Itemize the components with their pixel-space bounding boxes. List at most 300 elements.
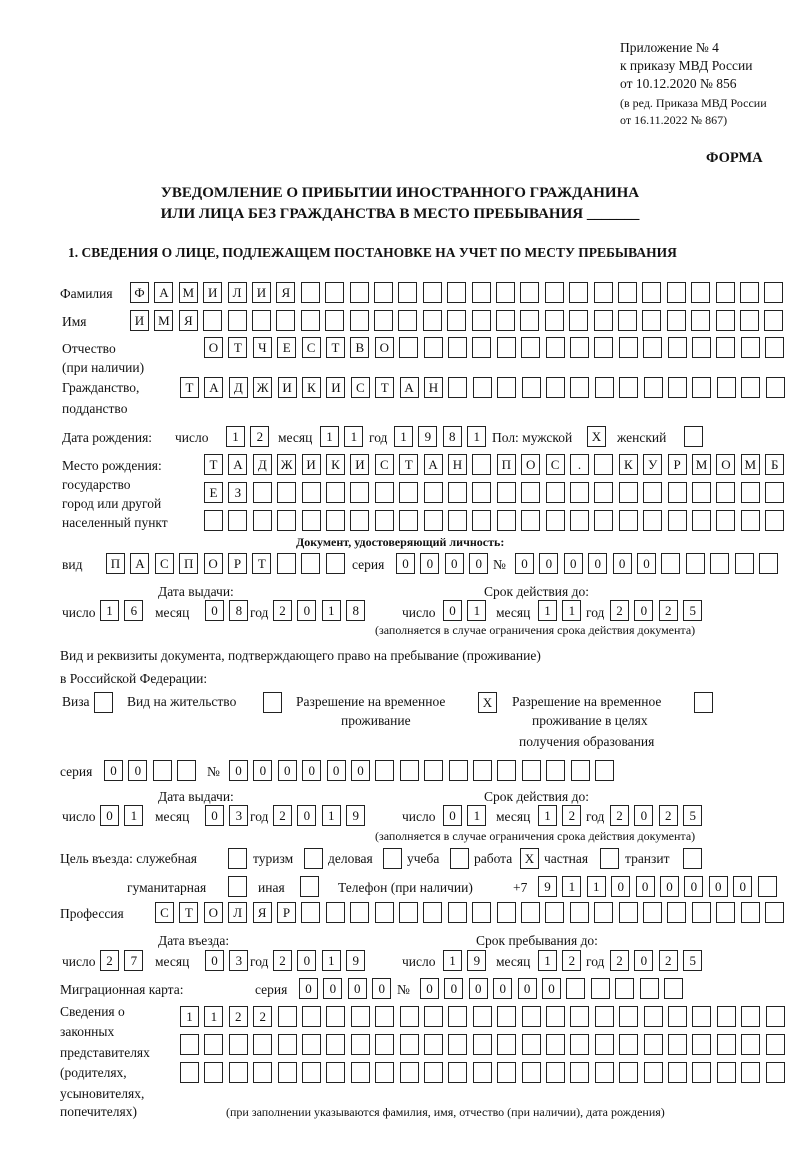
char-cell[interactable]: [618, 282, 637, 303]
char-cell[interactable]: 2: [659, 805, 678, 826]
char-cell[interactable]: [668, 377, 687, 398]
char-cell[interactable]: [741, 1034, 760, 1055]
char-cell[interactable]: [643, 902, 662, 923]
char-cell[interactable]: 1: [180, 1006, 199, 1027]
char-cell[interactable]: [472, 482, 491, 503]
char-cell[interactable]: О: [204, 337, 223, 358]
char-cell[interactable]: З: [228, 482, 247, 503]
checkbox-cell[interactable]: [94, 692, 113, 713]
char-cell[interactable]: 0: [469, 978, 488, 999]
char-cell[interactable]: 0: [420, 553, 439, 574]
char-cell[interactable]: А: [424, 454, 443, 475]
char-cell[interactable]: [594, 454, 613, 475]
char-cell[interactable]: [326, 902, 345, 923]
char-cell[interactable]: [619, 902, 638, 923]
char-cell[interactable]: 2: [610, 950, 629, 971]
char-cell[interactable]: [351, 1034, 370, 1055]
char-cell[interactable]: [448, 902, 467, 923]
char-cell[interactable]: [302, 510, 321, 531]
char-cell[interactable]: [497, 760, 516, 781]
char-cell[interactable]: 2: [610, 600, 629, 621]
char-cell[interactable]: .: [570, 454, 589, 475]
char-cell[interactable]: [497, 377, 516, 398]
char-cell[interactable]: [424, 760, 443, 781]
char-cell[interactable]: [326, 553, 345, 574]
char-cell[interactable]: 1: [538, 600, 557, 621]
checkbox-cell[interactable]: [304, 848, 323, 869]
char-cell[interactable]: [448, 337, 467, 358]
char-cell[interactable]: 0: [351, 760, 370, 781]
char-cell[interactable]: [741, 377, 760, 398]
char-cell[interactable]: Т: [179, 902, 198, 923]
char-cell[interactable]: [277, 510, 296, 531]
char-cell[interactable]: [545, 310, 564, 331]
char-cell[interactable]: [473, 377, 492, 398]
char-cell[interactable]: [400, 1062, 419, 1083]
char-cell[interactable]: [570, 337, 589, 358]
char-cell[interactable]: [668, 510, 687, 531]
char-cell[interactable]: Н: [448, 454, 467, 475]
char-cell[interactable]: П: [106, 553, 125, 574]
char-cell[interactable]: [692, 1034, 711, 1055]
char-cell[interactable]: [399, 482, 418, 503]
char-cell[interactable]: [765, 510, 784, 531]
char-cell[interactable]: Р: [277, 902, 296, 923]
char-cell[interactable]: [595, 760, 614, 781]
char-cell[interactable]: [741, 1006, 760, 1027]
char-cell[interactable]: [619, 377, 638, 398]
char-cell[interactable]: [472, 310, 491, 331]
char-cell[interactable]: 0: [660, 876, 679, 897]
char-cell[interactable]: 7: [124, 950, 143, 971]
char-cell[interactable]: О: [204, 902, 223, 923]
char-cell[interactable]: [472, 902, 491, 923]
char-cell[interactable]: К: [302, 377, 321, 398]
char-cell[interactable]: [717, 1034, 736, 1055]
char-cell[interactable]: 0: [515, 553, 534, 574]
char-cell[interactable]: [253, 1062, 272, 1083]
char-cell[interactable]: [522, 760, 541, 781]
char-cell[interactable]: [619, 510, 638, 531]
checkbox-cell[interactable]: [300, 876, 319, 897]
char-cell[interactable]: [398, 282, 417, 303]
char-cell[interactable]: 0: [297, 805, 316, 826]
char-cell[interactable]: [447, 282, 466, 303]
char-cell[interactable]: 1: [538, 950, 557, 971]
char-cell[interactable]: 1: [587, 876, 606, 897]
char-cell[interactable]: Р: [228, 553, 247, 574]
char-cell[interactable]: И: [326, 377, 345, 398]
char-cell[interactable]: [717, 1006, 736, 1027]
char-cell[interactable]: [153, 760, 172, 781]
char-cell[interactable]: [615, 978, 634, 999]
char-cell[interactable]: [278, 1062, 297, 1083]
char-cell[interactable]: 0: [493, 978, 512, 999]
char-cell[interactable]: [619, 482, 638, 503]
char-cell[interactable]: [643, 510, 662, 531]
char-cell[interactable]: [496, 282, 515, 303]
char-cell[interactable]: А: [400, 377, 419, 398]
char-cell[interactable]: Т: [326, 337, 345, 358]
char-cell[interactable]: 0: [518, 978, 537, 999]
char-cell[interactable]: 0: [420, 978, 439, 999]
char-cell[interactable]: 2: [610, 805, 629, 826]
char-cell[interactable]: [473, 760, 492, 781]
char-cell[interactable]: [741, 1062, 760, 1083]
char-cell[interactable]: Р: [668, 454, 687, 475]
char-cell[interactable]: [595, 1034, 614, 1055]
char-cell[interactable]: [424, 1034, 443, 1055]
char-cell[interactable]: [496, 310, 515, 331]
char-cell[interactable]: 9: [346, 805, 365, 826]
char-cell[interactable]: [644, 1034, 663, 1055]
char-cell[interactable]: 1: [344, 426, 363, 447]
char-cell[interactable]: [740, 310, 759, 331]
char-cell[interactable]: 2: [562, 950, 581, 971]
char-cell[interactable]: М: [154, 310, 173, 331]
char-cell[interactable]: 0: [684, 876, 703, 897]
char-cell[interactable]: В: [350, 337, 369, 358]
char-cell[interactable]: [350, 902, 369, 923]
char-cell[interactable]: [400, 1006, 419, 1027]
char-cell[interactable]: [619, 337, 638, 358]
char-cell[interactable]: 0: [372, 978, 391, 999]
char-cell[interactable]: 0: [348, 978, 367, 999]
char-cell[interactable]: Ч: [253, 337, 272, 358]
char-cell[interactable]: [710, 553, 729, 574]
char-cell[interactable]: [595, 377, 614, 398]
char-cell[interactable]: [546, 1062, 565, 1083]
char-cell[interactable]: 9: [538, 876, 557, 897]
char-cell[interactable]: [570, 1006, 589, 1027]
char-cell[interactable]: [449, 760, 468, 781]
char-cell[interactable]: [643, 337, 662, 358]
char-cell[interactable]: 1: [320, 426, 339, 447]
char-cell[interactable]: 2: [659, 950, 678, 971]
char-cell[interactable]: [326, 1062, 345, 1083]
char-cell[interactable]: [350, 482, 369, 503]
char-cell[interactable]: И: [302, 454, 321, 475]
checkbox-cell[interactable]: [263, 692, 282, 713]
char-cell[interactable]: [253, 510, 272, 531]
checkbox-cell[interactable]: X: [520, 848, 539, 869]
char-cell[interactable]: [740, 282, 759, 303]
char-cell[interactable]: [594, 337, 613, 358]
char-cell[interactable]: 0: [327, 760, 346, 781]
char-cell[interactable]: [448, 1062, 467, 1083]
char-cell[interactable]: 0: [539, 553, 558, 574]
char-cell[interactable]: [424, 482, 443, 503]
char-cell[interactable]: [766, 1034, 785, 1055]
char-cell[interactable]: 0: [323, 978, 342, 999]
char-cell[interactable]: 2: [273, 805, 292, 826]
char-cell[interactable]: [570, 377, 589, 398]
char-cell[interactable]: [741, 510, 760, 531]
char-cell[interactable]: 1: [467, 805, 486, 826]
char-cell[interactable]: [618, 310, 637, 331]
char-cell[interactable]: [473, 1062, 492, 1083]
char-cell[interactable]: 5: [683, 600, 702, 621]
char-cell[interactable]: [204, 510, 223, 531]
char-cell[interactable]: 0: [443, 600, 462, 621]
char-cell[interactable]: 0: [613, 553, 632, 574]
char-cell[interactable]: А: [204, 377, 223, 398]
char-cell[interactable]: И: [130, 310, 149, 331]
char-cell[interactable]: Т: [252, 553, 271, 574]
char-cell[interactable]: 1: [562, 876, 581, 897]
char-cell[interactable]: [473, 1034, 492, 1055]
char-cell[interactable]: [619, 1034, 638, 1055]
char-cell[interactable]: [229, 1034, 248, 1055]
char-cell[interactable]: 0: [302, 760, 321, 781]
char-cell[interactable]: [497, 1034, 516, 1055]
char-cell[interactable]: О: [204, 553, 223, 574]
char-cell[interactable]: [326, 482, 345, 503]
char-cell[interactable]: [399, 337, 418, 358]
char-cell[interactable]: [375, 482, 394, 503]
char-cell[interactable]: 0: [469, 553, 488, 574]
char-cell[interactable]: [302, 482, 321, 503]
char-cell[interactable]: [570, 510, 589, 531]
char-cell[interactable]: [546, 760, 565, 781]
char-cell[interactable]: 1: [226, 426, 245, 447]
char-cell[interactable]: [594, 310, 613, 331]
char-cell[interactable]: [253, 1034, 272, 1055]
char-cell[interactable]: [520, 282, 539, 303]
char-cell[interactable]: Ж: [277, 454, 296, 475]
char-cell[interactable]: [546, 510, 565, 531]
char-cell[interactable]: 0: [297, 950, 316, 971]
char-cell[interactable]: [758, 876, 777, 897]
char-cell[interactable]: [326, 1006, 345, 1027]
char-cell[interactable]: [472, 337, 491, 358]
char-cell[interactable]: [668, 1006, 687, 1027]
char-cell[interactable]: [692, 337, 711, 358]
char-cell[interactable]: 1: [124, 805, 143, 826]
char-cell[interactable]: [399, 902, 418, 923]
char-cell[interactable]: 9: [418, 426, 437, 447]
char-cell[interactable]: [302, 1006, 321, 1027]
char-cell[interactable]: [278, 1034, 297, 1055]
char-cell[interactable]: [423, 282, 442, 303]
char-cell[interactable]: [424, 337, 443, 358]
char-cell[interactable]: А: [154, 282, 173, 303]
char-cell[interactable]: [741, 902, 760, 923]
char-cell[interactable]: [204, 1062, 223, 1083]
char-cell[interactable]: Л: [228, 902, 247, 923]
char-cell[interactable]: 0: [445, 553, 464, 574]
checkbox-cell[interactable]: [600, 848, 619, 869]
char-cell[interactable]: [424, 1006, 443, 1027]
char-cell[interactable]: [667, 282, 686, 303]
char-cell[interactable]: 0: [229, 760, 248, 781]
char-cell[interactable]: [521, 482, 540, 503]
checkbox-cell[interactable]: [228, 848, 247, 869]
char-cell[interactable]: С: [375, 454, 394, 475]
char-cell[interactable]: И: [203, 282, 222, 303]
char-cell[interactable]: 2: [273, 600, 292, 621]
char-cell[interactable]: [521, 902, 540, 923]
char-cell[interactable]: [643, 482, 662, 503]
char-cell[interactable]: Л: [228, 282, 247, 303]
char-cell[interactable]: [766, 377, 785, 398]
char-cell[interactable]: [302, 1034, 321, 1055]
char-cell[interactable]: [375, 902, 394, 923]
char-cell[interactable]: 5: [683, 950, 702, 971]
char-cell[interactable]: [759, 553, 778, 574]
char-cell[interactable]: [642, 282, 661, 303]
char-cell[interactable]: [667, 310, 686, 331]
char-cell[interactable]: 2: [659, 600, 678, 621]
char-cell[interactable]: [668, 1062, 687, 1083]
char-cell[interactable]: [497, 337, 516, 358]
char-cell[interactable]: [640, 978, 659, 999]
char-cell[interactable]: [716, 282, 735, 303]
char-cell[interactable]: [522, 1034, 541, 1055]
char-cell[interactable]: [692, 377, 711, 398]
char-cell[interactable]: 0: [100, 805, 119, 826]
char-cell[interactable]: 0: [297, 600, 316, 621]
char-cell[interactable]: Я: [276, 282, 295, 303]
char-cell[interactable]: К: [619, 454, 638, 475]
char-cell[interactable]: [692, 902, 711, 923]
char-cell[interactable]: 0: [253, 760, 272, 781]
char-cell[interactable]: [400, 760, 419, 781]
char-cell[interactable]: 1: [467, 600, 486, 621]
char-cell[interactable]: [741, 337, 760, 358]
char-cell[interactable]: А: [228, 454, 247, 475]
char-cell[interactable]: [472, 510, 491, 531]
char-cell[interactable]: 0: [611, 876, 630, 897]
char-cell[interactable]: [642, 310, 661, 331]
char-cell[interactable]: [253, 482, 272, 503]
char-cell[interactable]: [570, 902, 589, 923]
char-cell[interactable]: [570, 1062, 589, 1083]
char-cell[interactable]: [692, 1006, 711, 1027]
char-cell[interactable]: [497, 1006, 516, 1027]
char-cell[interactable]: [350, 510, 369, 531]
char-cell[interactable]: [686, 553, 705, 574]
checkbox-cell[interactable]: X: [478, 692, 497, 713]
checkbox-cell[interactable]: [228, 876, 247, 897]
checkbox-cell[interactable]: [694, 692, 713, 713]
char-cell[interactable]: Т: [204, 454, 223, 475]
char-cell[interactable]: [667, 902, 686, 923]
char-cell[interactable]: 1: [322, 805, 341, 826]
char-cell[interactable]: [520, 310, 539, 331]
char-cell[interactable]: 0: [637, 553, 656, 574]
char-cell[interactable]: [741, 482, 760, 503]
char-cell[interactable]: [350, 310, 369, 331]
char-cell[interactable]: С: [155, 553, 174, 574]
char-cell[interactable]: [644, 377, 663, 398]
char-cell[interactable]: [399, 510, 418, 531]
char-cell[interactable]: [566, 978, 585, 999]
char-cell[interactable]: Я: [253, 902, 272, 923]
char-cell[interactable]: [594, 482, 613, 503]
char-cell[interactable]: 3: [229, 805, 248, 826]
char-cell[interactable]: 9: [467, 950, 486, 971]
char-cell[interactable]: [398, 310, 417, 331]
char-cell[interactable]: П: [179, 553, 198, 574]
char-cell[interactable]: [302, 1062, 321, 1083]
char-cell[interactable]: 1: [322, 600, 341, 621]
char-cell[interactable]: Н: [424, 377, 443, 398]
char-cell[interactable]: 1: [538, 805, 557, 826]
char-cell[interactable]: С: [546, 454, 565, 475]
char-cell[interactable]: И: [278, 377, 297, 398]
char-cell[interactable]: [228, 510, 247, 531]
char-cell[interactable]: [569, 310, 588, 331]
char-cell[interactable]: 0: [542, 978, 561, 999]
char-cell[interactable]: О: [716, 454, 735, 475]
char-cell[interactable]: 8: [443, 426, 462, 447]
char-cell[interactable]: [644, 1062, 663, 1083]
char-cell[interactable]: Е: [204, 482, 223, 503]
char-cell[interactable]: [350, 282, 369, 303]
char-cell[interactable]: [594, 902, 613, 923]
char-cell[interactable]: [735, 553, 754, 574]
char-cell[interactable]: 0: [128, 760, 147, 781]
char-cell[interactable]: [546, 1034, 565, 1055]
char-cell[interactable]: [448, 510, 467, 531]
char-cell[interactable]: 0: [205, 600, 224, 621]
char-cell[interactable]: [375, 1062, 394, 1083]
char-cell[interactable]: [668, 1034, 687, 1055]
char-cell[interactable]: 1: [322, 950, 341, 971]
char-cell[interactable]: [325, 282, 344, 303]
char-cell[interactable]: [351, 1006, 370, 1027]
char-cell[interactable]: [325, 310, 344, 331]
char-cell[interactable]: 0: [299, 978, 318, 999]
char-cell[interactable]: [692, 510, 711, 531]
char-cell[interactable]: М: [692, 454, 711, 475]
char-cell[interactable]: [668, 337, 687, 358]
char-cell[interactable]: 1: [467, 426, 486, 447]
char-cell[interactable]: Е: [277, 337, 296, 358]
char-cell[interactable]: [448, 377, 467, 398]
char-cell[interactable]: [423, 902, 442, 923]
char-cell[interactable]: [619, 1062, 638, 1083]
char-cell[interactable]: [594, 282, 613, 303]
char-cell[interactable]: [717, 377, 736, 398]
char-cell[interactable]: 8: [346, 600, 365, 621]
char-cell[interactable]: [180, 1062, 199, 1083]
char-cell[interactable]: Ж: [253, 377, 272, 398]
char-cell[interactable]: 1: [562, 600, 581, 621]
char-cell[interactable]: 3: [229, 950, 248, 971]
char-cell[interactable]: 0: [443, 805, 462, 826]
char-cell[interactable]: [717, 1062, 736, 1083]
char-cell[interactable]: [375, 1006, 394, 1027]
char-cell[interactable]: 0: [636, 876, 655, 897]
char-cell[interactable]: [691, 282, 710, 303]
char-cell[interactable]: [277, 482, 296, 503]
char-cell[interactable]: [301, 553, 320, 574]
char-cell[interactable]: С: [155, 902, 174, 923]
char-cell[interactable]: [374, 282, 393, 303]
char-cell[interactable]: [228, 310, 247, 331]
char-cell[interactable]: 0: [634, 600, 653, 621]
char-cell[interactable]: [326, 1034, 345, 1055]
char-cell[interactable]: [351, 1062, 370, 1083]
char-cell[interactable]: [497, 482, 516, 503]
char-cell[interactable]: Ф: [130, 282, 149, 303]
char-cell[interactable]: [276, 310, 295, 331]
char-cell[interactable]: [301, 310, 320, 331]
char-cell[interactable]: [522, 377, 541, 398]
char-cell[interactable]: [277, 553, 296, 574]
